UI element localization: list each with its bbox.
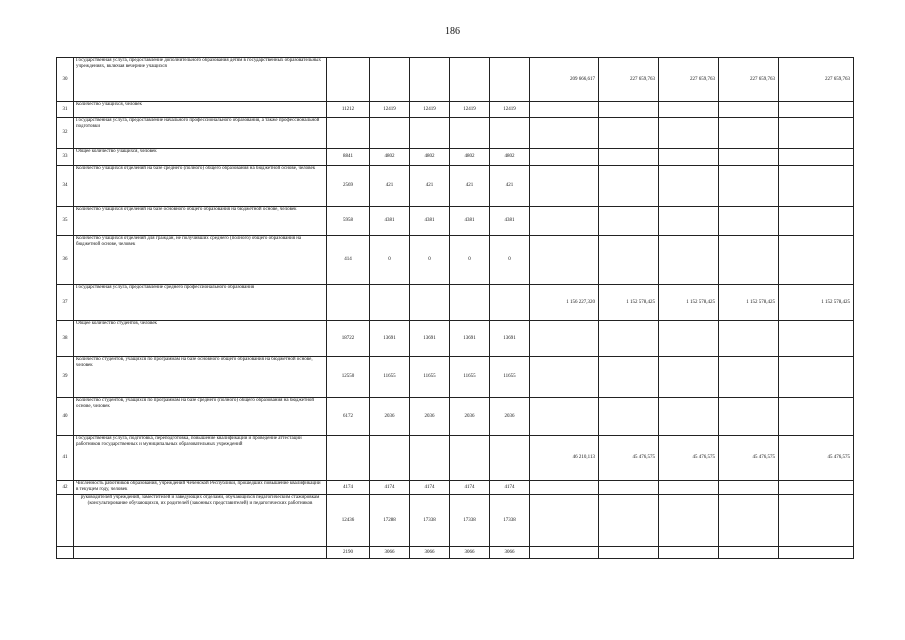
indicator-value: 2036 xyxy=(490,398,530,436)
indicator-value: 4381 xyxy=(410,207,450,236)
indicator-value: 2190 xyxy=(327,547,370,559)
indicator-value: 6172 xyxy=(327,398,370,436)
indicator-value: 414 xyxy=(327,236,370,285)
funding-value: 227 659,763 xyxy=(599,58,659,102)
indicator-value: 0 xyxy=(410,236,450,285)
funding-value: 1 152 578,425 xyxy=(719,285,779,321)
indicator-value: 12419 xyxy=(370,102,410,118)
funding-value: 227 659,763 xyxy=(659,58,719,102)
funding-value xyxy=(659,102,719,118)
indicator-value xyxy=(370,118,410,149)
indicator-value: 17288 xyxy=(370,495,410,547)
funding-value xyxy=(719,236,779,285)
indicator-value: 4174 xyxy=(327,481,370,495)
indicator-value: 12550 xyxy=(327,357,370,398)
funding-value xyxy=(659,547,719,559)
row-number: 38 xyxy=(57,321,74,357)
indicator-value: 3066 xyxy=(370,547,410,559)
indicator-value: 17338 xyxy=(450,495,490,547)
indicator-value: 4381 xyxy=(490,207,530,236)
funding-value xyxy=(530,547,599,559)
funding-value xyxy=(530,166,599,207)
table-row xyxy=(57,149,854,166)
funding-value: 1 152 578,425 xyxy=(779,285,854,321)
table-row xyxy=(57,236,854,285)
budget-table xyxy=(56,57,854,559)
funding-value xyxy=(599,149,659,166)
row-number xyxy=(57,547,74,559)
funding-value: 1 152 578,425 xyxy=(659,285,719,321)
funding-value xyxy=(530,149,599,166)
table-row xyxy=(57,357,854,398)
funding-value xyxy=(779,236,854,285)
row-description: Государственная услуга, предоставление дополнительного образования детям в государственных образовательных учреждениях, включая вечерние учащихся xyxy=(74,58,327,102)
row-number: 33 xyxy=(57,149,74,166)
funding-value: 209 666,617 xyxy=(530,58,599,102)
funding-value xyxy=(599,118,659,149)
row-number: 41 xyxy=(57,436,74,481)
funding-value xyxy=(779,547,854,559)
funding-value: 45 476,575 xyxy=(719,436,779,481)
row-description: Государственная услуга, предоставление начального профессионального образования, а также профессиональной подготовки xyxy=(74,118,327,149)
funding-value xyxy=(719,102,779,118)
funding-value xyxy=(779,207,854,236)
row-description: Количество учащихся отделений на базе основного общего образования на бюджетной основе, человек xyxy=(74,207,327,236)
indicator-value: 4802 xyxy=(450,149,490,166)
indicator-value: 13691 xyxy=(370,321,410,357)
indicator-value xyxy=(327,58,370,102)
table-body xyxy=(57,58,854,559)
funding-value xyxy=(659,357,719,398)
funding-value xyxy=(779,321,854,357)
indicator-value xyxy=(450,285,490,321)
funding-value xyxy=(659,236,719,285)
funding-value xyxy=(599,547,659,559)
funding-value xyxy=(530,357,599,398)
funding-value xyxy=(599,321,659,357)
indicator-value: 4174 xyxy=(490,481,530,495)
table-row xyxy=(57,495,854,547)
funding-value xyxy=(719,321,779,357)
indicator-value: 421 xyxy=(410,166,450,207)
indicator-value: 11655 xyxy=(490,357,530,398)
indicator-value: 0 xyxy=(490,236,530,285)
funding-value: 1 156 227,320 xyxy=(530,285,599,321)
indicator-value: 4174 xyxy=(450,481,490,495)
indicator-value: 2569 xyxy=(327,166,370,207)
indicator-value: 3066 xyxy=(410,547,450,559)
row-description xyxy=(74,547,327,559)
row-description: Общее количество учащихся, человек xyxy=(74,149,327,166)
indicator-value: 2036 xyxy=(410,398,450,436)
indicator-value: 2036 xyxy=(370,398,410,436)
table-row xyxy=(57,547,854,559)
funding-value xyxy=(779,398,854,436)
indicator-value xyxy=(490,118,530,149)
indicator-value: 421 xyxy=(490,166,530,207)
indicator-value xyxy=(410,118,450,149)
funding-value xyxy=(779,149,854,166)
indicator-value: 5958 xyxy=(327,207,370,236)
indicator-value: 11655 xyxy=(370,357,410,398)
funding-value xyxy=(719,166,779,207)
funding-value: 1 152 578,425 xyxy=(599,285,659,321)
row-description: Количество учащихся, человек xyxy=(74,102,327,118)
indicator-value xyxy=(370,285,410,321)
funding-value: 45 476,575 xyxy=(779,436,854,481)
indicator-value: 12436 xyxy=(327,495,370,547)
table-row xyxy=(57,58,854,102)
indicator-value xyxy=(327,118,370,149)
indicator-value: 12419 xyxy=(450,102,490,118)
indicator-value xyxy=(490,436,530,481)
indicator-value xyxy=(450,436,490,481)
indicator-value xyxy=(410,436,450,481)
indicator-value: 13691 xyxy=(490,321,530,357)
funding-value xyxy=(779,481,854,495)
row-number: 34 xyxy=(57,166,74,207)
table-row xyxy=(57,398,854,436)
indicator-value: 13691 xyxy=(450,321,490,357)
indicator-value: 3066 xyxy=(450,547,490,559)
funding-value xyxy=(659,166,719,207)
row-number: 35 xyxy=(57,207,74,236)
funding-value xyxy=(719,547,779,559)
indicator-value: 0 xyxy=(450,236,490,285)
funding-value xyxy=(599,102,659,118)
indicator-value: 4381 xyxy=(450,207,490,236)
table-row xyxy=(57,481,854,495)
indicator-value: 11655 xyxy=(450,357,490,398)
funding-value xyxy=(779,118,854,149)
row-description: Количество учащихся отделений для граждан, не получивших среднего (полного) общего образования на бюджетной основе, человек xyxy=(74,236,327,285)
indicator-value: 11655 xyxy=(410,357,450,398)
table-row xyxy=(57,285,854,321)
funding-value xyxy=(530,102,599,118)
indicator-value xyxy=(490,285,530,321)
funding-value xyxy=(659,118,719,149)
indicator-value: 421 xyxy=(450,166,490,207)
funding-value xyxy=(659,207,719,236)
indicator-value: 13691 xyxy=(410,321,450,357)
funding-value xyxy=(530,118,599,149)
row-number: 40 xyxy=(57,398,74,436)
funding-value xyxy=(659,495,719,547)
indicator-value: 17338 xyxy=(410,495,450,547)
funding-value xyxy=(599,236,659,285)
row-description: Количество студентов, учащихся по программам на базе среднего (полного) общего образования на бюджетной основе, человек xyxy=(74,398,327,436)
row-description: руководителей учреждений, заместителей и заведующих отделами, обучающихся педагогическим стажировкам (консультирование обучающихся, их родителей (законных представителей) и педагогических работников xyxy=(74,495,327,547)
funding-value: 227 659,763 xyxy=(779,58,854,102)
funding-value: 45 476,575 xyxy=(599,436,659,481)
funding-value xyxy=(659,321,719,357)
indicator-value: 18722 xyxy=(327,321,370,357)
table-row xyxy=(57,166,854,207)
funding-value xyxy=(719,149,779,166)
funding-value: 227 659,763 xyxy=(719,58,779,102)
indicator-value: 421 xyxy=(370,166,410,207)
funding-value xyxy=(599,495,659,547)
row-description: Количество учащихся отделений на базе среднего (полного) общего образования на бюджетной основе, человек xyxy=(74,166,327,207)
funding-value xyxy=(530,207,599,236)
funding-value xyxy=(719,481,779,495)
funding-value xyxy=(599,166,659,207)
row-description: Государственная услуга, предоставление среднего профессионального образования xyxy=(74,285,327,321)
indicator-value: 12419 xyxy=(490,102,530,118)
table-row xyxy=(57,321,854,357)
funding-value xyxy=(719,118,779,149)
table-row xyxy=(57,207,854,236)
table-row xyxy=(57,118,854,149)
funding-value xyxy=(719,357,779,398)
indicator-value: 4381 xyxy=(370,207,410,236)
indicator-value: 3066 xyxy=(490,547,530,559)
funding-value xyxy=(599,398,659,436)
funding-value xyxy=(659,149,719,166)
funding-value xyxy=(530,398,599,436)
funding-value xyxy=(530,236,599,285)
table-row xyxy=(57,102,854,118)
indicator-value: 4174 xyxy=(410,481,450,495)
row-description: Численность работников образования, учреждений Чеченской Республики, прошедших повышение квалификации в текущем году, человек xyxy=(74,481,327,495)
row-number: 30 xyxy=(57,58,74,102)
funding-value xyxy=(599,481,659,495)
indicator-value xyxy=(410,58,450,102)
funding-value xyxy=(779,102,854,118)
row-number xyxy=(57,495,74,547)
row-number: 32 xyxy=(57,118,74,149)
indicator-value: 17338 xyxy=(490,495,530,547)
row-number: 37 xyxy=(57,285,74,321)
row-number: 42 xyxy=(57,481,74,495)
indicator-value: 0 xyxy=(370,236,410,285)
funding-value xyxy=(779,357,854,398)
funding-value xyxy=(659,481,719,495)
funding-value xyxy=(719,495,779,547)
funding-value xyxy=(719,207,779,236)
row-description: Количество студентов, учащихся по программам на базе основного общего образования на бюджетной основе, человек xyxy=(74,357,327,398)
funding-value xyxy=(599,207,659,236)
row-number: 36 xyxy=(57,236,74,285)
row-number: 31 xyxy=(57,102,74,118)
funding-value xyxy=(659,398,719,436)
indicator-value xyxy=(370,58,410,102)
indicator-value xyxy=(490,58,530,102)
row-description: Государственная услуга, подготовка, переподготовка, повышение квалификации и проведение аттестации работников государственных и муниципальных образовательных учреждений xyxy=(74,436,327,481)
indicator-value: 4802 xyxy=(370,149,410,166)
page-number: 186 xyxy=(445,26,460,37)
row-description: Общее количество студентов, человек xyxy=(74,321,327,357)
indicator-value xyxy=(450,118,490,149)
funding-value xyxy=(719,398,779,436)
indicator-value: 8841 xyxy=(327,149,370,166)
indicator-value: 11212 xyxy=(327,102,370,118)
funding-value xyxy=(779,166,854,207)
indicator-value xyxy=(410,285,450,321)
funding-value xyxy=(530,495,599,547)
indicator-value xyxy=(450,58,490,102)
indicator-value: 2036 xyxy=(450,398,490,436)
funding-value: 46 210,113 xyxy=(530,436,599,481)
indicator-value xyxy=(327,436,370,481)
indicator-value: 4174 xyxy=(370,481,410,495)
indicator-value xyxy=(327,285,370,321)
indicator-value: 4802 xyxy=(490,149,530,166)
funding-value xyxy=(530,321,599,357)
funding-value xyxy=(530,481,599,495)
funding-value xyxy=(599,357,659,398)
indicator-value: 12419 xyxy=(410,102,450,118)
indicator-value xyxy=(370,436,410,481)
table-row xyxy=(57,436,854,481)
funding-value xyxy=(779,495,854,547)
indicator-value: 4802 xyxy=(410,149,450,166)
row-number: 39 xyxy=(57,357,74,398)
funding-value: 45 476,575 xyxy=(659,436,719,481)
